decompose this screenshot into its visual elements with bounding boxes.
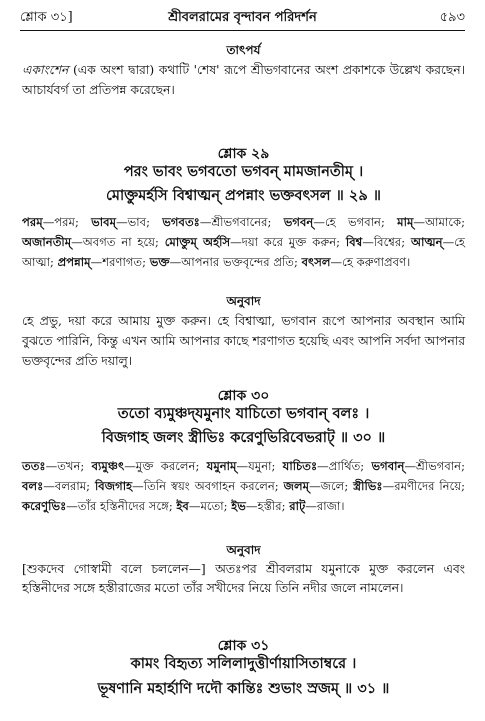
- verse29-word: ভাবম্: [91, 215, 117, 229]
- verse29-word: ভক্ত: [149, 255, 170, 269]
- verse30-meaning: —তিনি স্বয়ং অবগাহন করলেন;: [132, 479, 284, 493]
- verse30-meaning: —বলরাম;: [43, 479, 95, 493]
- verse30-word: ব্যমুঞ্চৎ: [91, 459, 125, 473]
- verse29-meaning: —হে আত্মা;: [22, 235, 465, 269]
- verse29-word: পরম্: [22, 215, 43, 229]
- purport-heading: তাৎপর্য: [226, 43, 261, 57]
- verse29-meaning: —শ্রীভগবানের;: [199, 215, 284, 229]
- verse29-meaning: —হে করুণাপ্রবণ।: [330, 255, 411, 269]
- verse-31-line-2: ভূষণানি মহার্হাণি দদৌ কান্তিঃ শুভাং স্রজম্ ॥ ৩১ ॥: [97, 680, 390, 697]
- verse29-word: আত্মন্: [410, 235, 443, 249]
- verse-29-line-2: মোক্তুমর্হসি বিশ্বাত্মন্ প্রপন্নাং ভক্তবৎসল ॥ ২৯ ॥: [106, 187, 381, 204]
- verse30-word: যাচিতঃ: [282, 459, 318, 473]
- verse-30-word-meanings: [22, 456, 465, 516]
- purport-body: (এক অংশ দ্বারা) কথাটি 'শেষ' রূপে শ্রীভগবানের অংশ প্রকাশকে উল্লেখ করছেন। আচার্যবর্গ তা প্রতিপন্ন করেছেন।: [22, 63, 465, 97]
- running-header: [20, 8, 465, 30]
- verse30-meaning: —তখন;: [45, 459, 92, 473]
- verse30-meaning: —তাঁর হস্তিনীদের সঙ্গে;: [66, 499, 177, 513]
- verse30-word: জলম্: [283, 479, 310, 493]
- verse30-meaning: —হস্তীর;: [245, 499, 290, 513]
- verse30-meaning: —মুক্ত করলেন;: [124, 459, 207, 473]
- verse29-word: প্রপন্নাম্: [57, 255, 91, 269]
- verse30-word: স্ত্রীভিঃ: [353, 479, 383, 493]
- verse29-word: ভগবন্: [283, 215, 314, 229]
- verse30-meaning: —রমণীদের নিয়ে;: [382, 479, 465, 493]
- verse-31-line-1: কামং বিহৃত্য সলিলাদুত্তীর্ণায়াসিতাম্বরে ।: [130, 655, 357, 672]
- purport-term: একাংশেন: [22, 63, 69, 77]
- verse-31-heading: শ্লোক ৩১: [217, 638, 270, 654]
- verse30-word: ইব: [176, 499, 189, 513]
- verse30-word: ইভ: [231, 499, 246, 513]
- verse29-word: ভগবতঃ: [162, 215, 200, 229]
- verse29-meaning: —শরণাগত;: [90, 255, 150, 269]
- verse-30-line-2: বিজগাহ জলং স্ত্রীভিঃ করেণুভিরিবেভরাট্ ॥ ৩০ ॥: [101, 429, 386, 446]
- page-number: ৫৯৩: [439, 10, 465, 25]
- verse29-word: মোক্তুম্ অর্হসি: [164, 235, 231, 249]
- verse29-meaning: —বিশ্বের;: [362, 235, 411, 249]
- verse-29-translation: হে প্রভু, দয়া করে আমায় মুক্ত করুন। হে বিশ্বাত্মা, ভগবান রূপে আপনার অবস্থান আমি বুঝতে পারিনি, কিন্তু এখন আমি আপনার কাছে শরণাগত হয়েছি এবং আপনি সর্বদা আপনার ভক্তবৃন্দের প্রতি দয়ালু।: [22, 314, 465, 368]
- verse-30-heading: শ্লোক ৩০: [217, 388, 270, 404]
- purport-text: [22, 60, 465, 100]
- verse30-word: বিজগাহ: [94, 479, 133, 493]
- speaker-note: [শুকদেব গোস্বামী বলে চললেন—]: [22, 562, 206, 576]
- header-rule: [20, 30, 465, 31]
- verse30-meaning: —যমুনা;: [236, 459, 283, 473]
- verse-29-word-meanings: [22, 212, 465, 272]
- verse30-word: ততঃ: [22, 459, 46, 473]
- verse29-word: বৎসল: [301, 255, 331, 269]
- verse30-word: ভগবান্: [371, 459, 405, 473]
- verse29-meaning: —হে ভগবান;: [313, 215, 398, 229]
- header-verse-ref: শ্লোক ৩১]: [20, 10, 73, 25]
- verse30-meaning: —মতো;: [188, 499, 232, 513]
- verse30-meaning: —প্রার্থিত;: [317, 459, 372, 473]
- verse-29-heading: শ্লোক ২৯: [217, 146, 270, 162]
- verse30-word: যমুনাম্: [206, 459, 237, 473]
- verse-30-line-1: ততো ব্যমুঞ্চদ্‌যমুনাং যাচিতো ভগবান্ বলঃ ।: [117, 405, 370, 422]
- verse-29-translation-heading: অনুবাদ: [226, 294, 261, 308]
- verse29-meaning: —পরম;: [42, 215, 92, 229]
- verse30-word: রাট্: [289, 499, 306, 513]
- verse-30-translation-heading: অনুবাদ: [226, 543, 261, 557]
- verse29-meaning: —দয়া করে মুক্ত করুন;: [230, 235, 346, 249]
- verse30-meaning: —রাজা।: [305, 499, 345, 513]
- verse29-word: বিশ্ব: [345, 235, 363, 249]
- verse29-meaning: —অবগত না হয়ে;: [71, 235, 165, 249]
- verse30-word: করেণুভিঃ: [22, 499, 67, 513]
- verse29-meaning: —আপনার ভক্তবৃন্দের প্রতি;: [169, 255, 302, 269]
- verse-29-line-1: পরং ভাবং ভগবতো ভগবন্ মামজানতীম্ ।: [123, 163, 364, 180]
- verse-30-translation: [22, 560, 465, 598]
- verse29-word: মাম্: [397, 215, 414, 229]
- verse30-meaning: —শ্রীভগবান;: [404, 459, 465, 473]
- verse29-meaning: —ভাব;: [116, 215, 163, 229]
- verse30-meaning: —জলে;: [309, 479, 354, 493]
- verse30-word: বলঃ: [22, 479, 44, 493]
- chapter-title: শ্রীবলরামের বৃন্দাবন পরিদর্শন: [168, 10, 317, 25]
- verse29-word: অজানতীম্: [22, 235, 72, 249]
- verse-30-translation-body: অতঃপর শ্রীবলরাম যমুনাকে মুক্ত করলেন এবং হস্তিনীদের সঙ্গে হস্তীরাজের মতো তাঁর সখীদের নিয়ে তিনি নদীর জলে নামলেন।: [22, 562, 465, 595]
- verse29-meaning: —আমাকে;: [413, 215, 465, 229]
